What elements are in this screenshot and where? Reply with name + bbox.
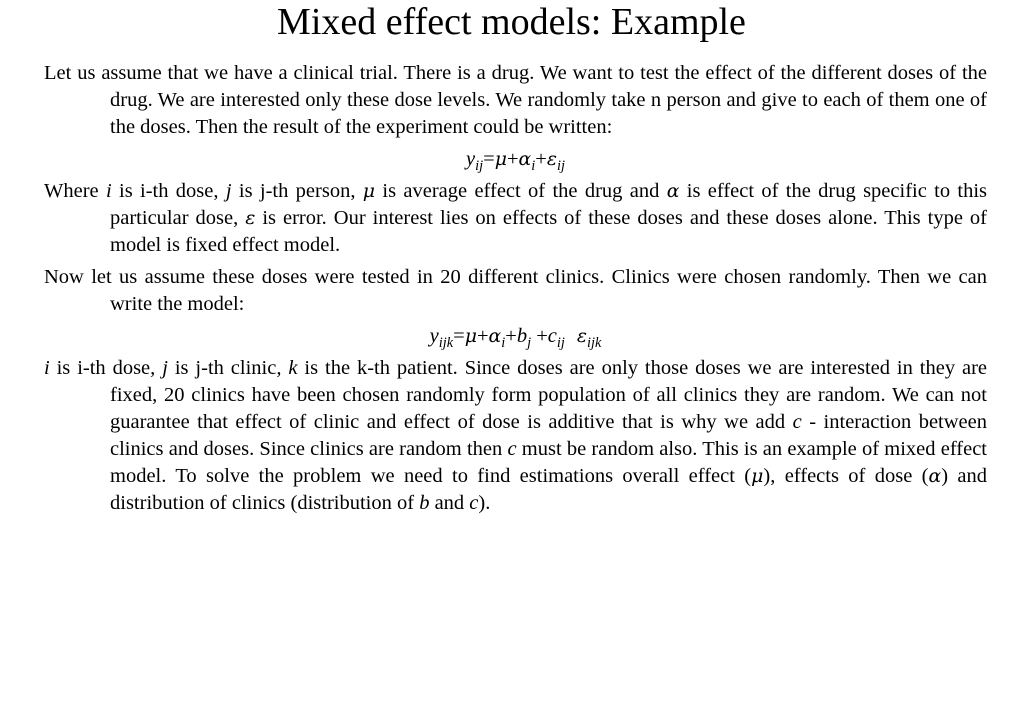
- p4-b: b: [419, 492, 430, 514]
- p4-c1: c: [792, 411, 802, 433]
- eq2-plus1: +: [476, 325, 489, 347]
- slide-body: [44, 60, 987, 522]
- eq2-c: c: [547, 325, 557, 347]
- eq2-y: y: [429, 325, 439, 347]
- eq2-epsilon: ε: [576, 325, 587, 347]
- p4-i: i: [44, 357, 50, 379]
- p2-j: j: [225, 180, 232, 202]
- paragraph-intro: Let us assume that we have a clinical trial. There is a drug. We want to test the effect of the different doses of the drug. We are interested only these dose levels. We randomly take n person and give to each of them one of the doses. Then the result of the experiment could be written:: [44, 62, 987, 138]
- eq1-y-sub: ij: [475, 158, 484, 175]
- eq2-c-sub: ij: [556, 335, 565, 352]
- p4-c3: c: [469, 492, 479, 514]
- eq1-epsilon-sub: ij: [556, 158, 565, 175]
- eq2-plus3: +: [531, 325, 548, 347]
- p2-epsilon: ε: [245, 207, 256, 229]
- eq2-alpha: α: [488, 325, 502, 347]
- eq1-plus2: +: [535, 148, 547, 170]
- equation-fixed-effect: [44, 146, 987, 173]
- p4-t4: - interaction between clinics and doses. Since clinics are random then: [110, 411, 988, 460]
- eq2-epsilon-sub: ijk: [586, 335, 602, 352]
- eq2-b-sub: j: [527, 335, 532, 352]
- p4-t8: and: [429, 492, 470, 514]
- p4-t9: ).: [478, 492, 491, 514]
- p4-c2: c: [507, 438, 517, 460]
- p4-k: k: [288, 357, 298, 379]
- p4-t5: must be random also. This is an example of mixed effect model. To solve the problem we need to find estimations overall effect (: [110, 438, 987, 487]
- eq1-mu: μ: [494, 148, 507, 170]
- p2-t6: is error. Our interest lies on effects of these doses and these doses alone. This type of model is fixed effect model.: [110, 207, 987, 256]
- p4-t3: is the k-th patient. Since doses are only those doses we are interested in they are fixed, 20 clinics have been chosen randomly form population of all clinics they are random. We can not guarantee that effect of clinic and effect of dose is additive that is why we add: [110, 357, 988, 433]
- p2-t3: is j-th person,: [231, 180, 363, 202]
- p2-i: i: [105, 180, 112, 202]
- eq2-y-sub: ijk: [438, 335, 454, 352]
- equation-mixed-effect: [44, 323, 987, 350]
- eq2-plus2: +: [505, 325, 517, 347]
- p2-alpha: α: [666, 180, 680, 202]
- p4-t7: ) and distribution of clinics (distribution of: [110, 465, 987, 514]
- p4-comma2: ,: [276, 357, 282, 379]
- p2-t4: is average effect of the drug and: [375, 180, 667, 202]
- eq2-b: b: [516, 325, 528, 347]
- p4-mu: μ: [751, 465, 764, 487]
- paragraph-mixed-effect: [44, 355, 987, 517]
- eq1-y: y: [466, 148, 476, 170]
- eq2-mu: μ: [464, 325, 477, 347]
- paragraph-clinics: Now let us assume these doses were tested in 20 different clinics. Clinics were chosen randomly. Then we can write the model:: [44, 266, 987, 315]
- p2-t5: is effect of the drug specific to this particular dose,: [110, 180, 988, 229]
- eq1-alpha: α: [518, 148, 532, 170]
- eq2-alpha-sub: i: [501, 335, 506, 352]
- p4-j: j: [162, 357, 168, 379]
- slide-title: Mixed effect models: Example: [277, 1, 746, 43]
- p4-t2: is j-th clinic: [167, 357, 277, 379]
- eq1-plus1: +: [506, 148, 519, 170]
- p2-t2: is i-th dose,: [111, 180, 226, 202]
- eq1-epsilon: ε: [546, 148, 557, 170]
- eq2-equals: =: [453, 325, 465, 347]
- p2-t1: Where: [44, 180, 106, 202]
- p4-alpha: α: [928, 465, 942, 487]
- p4-comma1: ,: [150, 357, 156, 379]
- eq1-alpha-sub: i: [531, 158, 536, 175]
- p2-mu: μ: [362, 180, 376, 202]
- p4-t6: ), effects of dose (: [763, 465, 929, 487]
- paragraph-fixed-effect: [44, 178, 987, 259]
- eq1-equals: =: [483, 148, 495, 170]
- p4-t1: is i-th dose: [49, 357, 151, 379]
